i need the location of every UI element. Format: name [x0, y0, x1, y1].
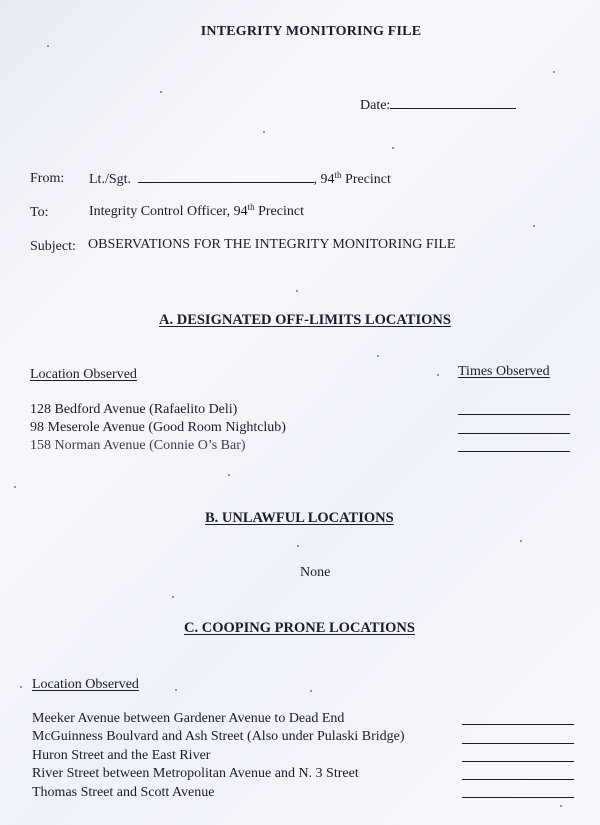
section-a-row-2: 98 Meserole Avenue (Good Room Nightclub) — [30, 420, 286, 435]
section-c-times-line-2 — [462, 743, 574, 744]
section-c-row-2: McGuinness Boulvard and Ash Street (Also under Pulaski Bridge) — [32, 729, 405, 744]
from-field — [89, 170, 391, 188]
section-c-row-1: Meeker Avenue between Gardener Avenue to Dead End — [32, 711, 345, 726]
scan-speck — [47, 45, 49, 47]
scan-speck — [553, 71, 555, 73]
from-value: Lt./Sgt. — [89, 172, 132, 187]
section-a-row-1: 128 Bedford Avenue (Rafaelito Deli) — [30, 402, 238, 417]
scan-speck — [392, 147, 394, 149]
section-b-title: B. UNLAWFUL LOCATIONS — [205, 510, 394, 526]
scan-speck — [533, 225, 535, 227]
section-c-row-3: Huron Street and the East River — [32, 748, 211, 763]
scan-speck — [310, 690, 312, 692]
scan-speck — [263, 131, 265, 133]
subject-value: OBSERVATIONS FOR THE INTEGRITY MONITORING FILE — [88, 237, 456, 252]
scan-speck — [437, 374, 439, 376]
section-c-row-5: Thomas Street and Scott Avenue — [32, 785, 215, 800]
from-blank-line — [138, 170, 314, 183]
section-c-times-line-4 — [462, 779, 574, 780]
scan-speck — [520, 540, 522, 542]
subject-label: Subject: — [30, 239, 76, 254]
to-label: To: — [30, 205, 49, 220]
from-suffix-pre: , 94 — [313, 172, 335, 187]
date-blank-line — [390, 96, 516, 109]
section-c-location-header: Location Observed — [32, 677, 139, 692]
from-suffix-sup: th — [334, 170, 342, 180]
section-a-row-3: 158 Norman Avenue (Connie O’s Bar) — [30, 438, 246, 453]
document-title: INTEGRITY MONITORING FILE — [200, 24, 422, 39]
to-value-sup: th — [247, 202, 255, 212]
section-a-location-header: Location Observed — [30, 367, 137, 382]
section-c-times-line-5 — [462, 797, 574, 798]
to-value-pre: Integrity Control Officer, 94 — [89, 204, 248, 219]
scan-speck — [160, 91, 162, 93]
section-a-times-line-3 — [458, 451, 570, 452]
section-c-row-4: River Street between Metropolitan Avenue and N. 3 Street — [32, 766, 359, 781]
section-c-times-line-3 — [462, 761, 574, 762]
scan-speck — [14, 486, 16, 488]
scan-speck — [296, 290, 298, 292]
section-a-title: A. DESIGNATED OFF-LIMITS LOCATIONS — [159, 312, 451, 328]
scan-speck — [560, 805, 562, 807]
scan-speck — [228, 474, 230, 476]
scan-speck — [172, 596, 174, 598]
scan-speck — [20, 686, 22, 688]
scan-speck — [377, 355, 379, 357]
section-a-times-line-1 — [458, 414, 570, 415]
scan-speck — [175, 689, 177, 691]
section-c-times-line-1 — [462, 724, 574, 725]
date-field — [360, 96, 516, 114]
from-suffix-post: Precinct — [341, 172, 391, 187]
scan-speck — [297, 545, 299, 547]
section-a-times-header: Times Observed — [458, 364, 550, 379]
date-label: Date: — [360, 98, 391, 113]
section-a-times-line-2 — [458, 433, 570, 434]
to-value — [89, 204, 304, 220]
to-value-post: Precinct — [254, 204, 304, 219]
section-c-title: C. COOPING PRONE LOCATIONS — [184, 620, 415, 636]
from-label: From: — [30, 171, 65, 186]
section-b-value: None — [300, 565, 331, 580]
